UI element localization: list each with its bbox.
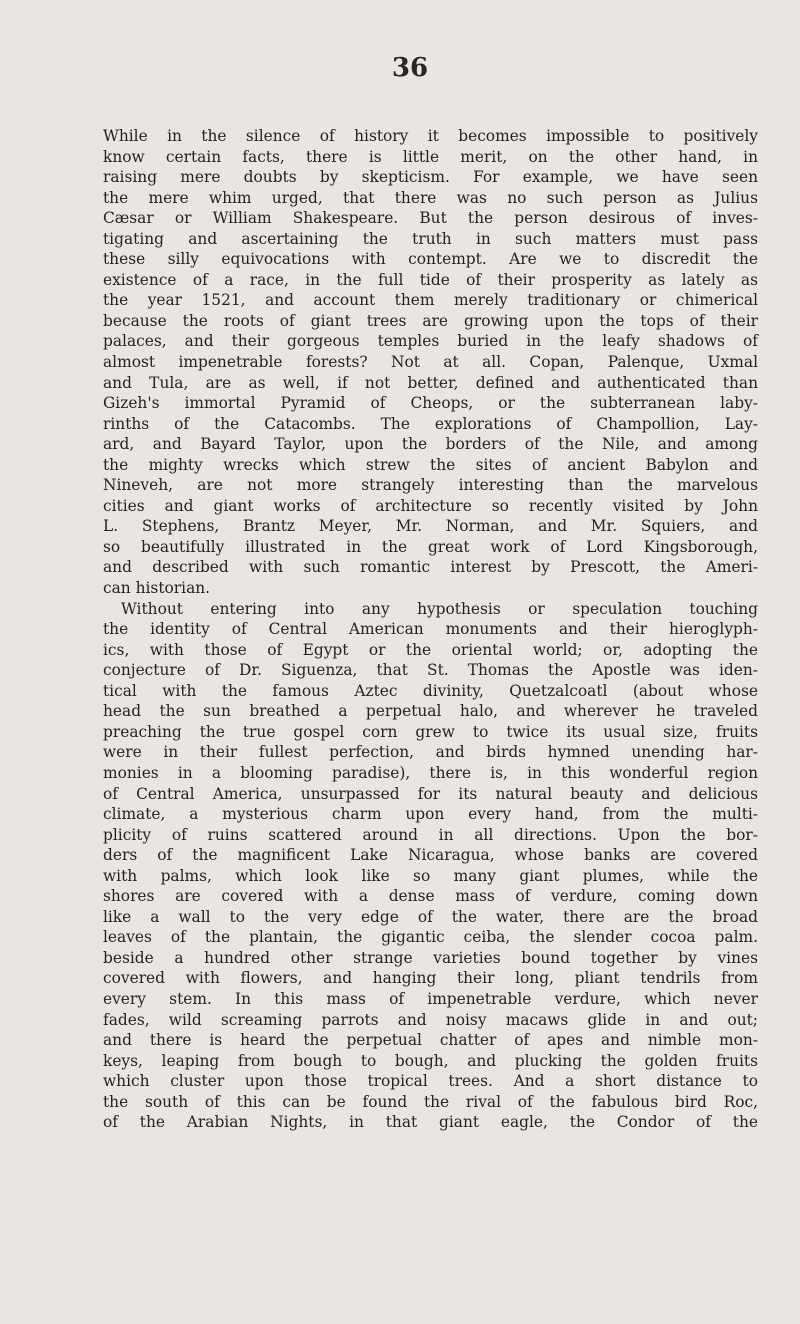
text-line: tical with the famous Aztec divinity, Quetzalcoatl (about whose	[103, 681, 758, 700]
text-line: like a wall to the very edge of the water, there are the broad	[103, 907, 758, 926]
text-line: the year 1521, and account them merely traditionary or chimerical	[103, 291, 758, 310]
text-line: L. Stephens, Brantz Meyer, Mr. Norman, and Mr. Squiers, and	[103, 517, 758, 536]
text-line: leaves of the plantain, the gigantic ceiba, the slender cocoa palm.	[103, 928, 758, 947]
text-line: conjecture of Dr. Siguenza, that St. Thomas the Apostle was iden-	[103, 661, 758, 680]
text-line: head the sun breathed a perpetual halo, and wherever he traveled	[103, 702, 758, 721]
text-line: these silly equivocations with contempt. Are we to discredit the	[103, 250, 758, 269]
text-line: rinths of the Catacombs. The explorations of Champollion, Lay-	[103, 414, 758, 433]
text-line: climate, a mysterious charm upon every hand, from the multi-	[103, 805, 758, 824]
text-line: ics, with those of Egypt or the oriental world; or, adopting the	[103, 640, 758, 659]
text-line: so beautifully illustrated in the great work of Lord Kingsborough,	[103, 537, 758, 556]
text-line: Nineveh, are not more strangely interesting than the marvelous	[103, 476, 758, 495]
text-line: covered with flowers, and hanging their long, pliant tendrils from	[103, 969, 758, 988]
text-line: and Tula, are as well, if not better, defined and authenticated than	[103, 373, 758, 392]
text-line: every stem. In this mass of impenetrable verdure, which never	[103, 989, 758, 1008]
text-line: because the roots of giant trees are growing upon the tops of their	[103, 311, 758, 330]
text-line: palaces, and their gorgeous temples buried in the leafy shadows of	[103, 332, 758, 351]
text-line: plicity of ruins scattered around in all directions. Upon the bor-	[103, 825, 758, 844]
text-line: raising mere doubts by skepticism. For example, we have seen	[103, 168, 758, 187]
text-line: beside a hundred other strange varieties bound together by vines	[103, 948, 758, 967]
text-line: of Central America, unsurpassed for its natural beauty and delicious	[103, 784, 758, 803]
text-line: preaching the true gospel corn grew to twice its usual size, fruits	[103, 722, 758, 741]
text-line: the south of this can be found the rival of the fabulous bird Roc,	[103, 1092, 758, 1111]
text-line: Without entering into any hypothesis or speculation touching	[121, 599, 758, 618]
text-line: monies in a blooming paradise), there is, in this wonderful region	[103, 763, 758, 782]
text-line: with palms, which look like so many giant plumes, while the	[103, 866, 758, 885]
text-line: keys, leaping from bough to bough, and plucking the golden fruits	[103, 1051, 758, 1070]
text-line: and there is heard the perpetual chatter of apes and nimble mon-	[103, 1031, 758, 1050]
text-line: While in the silence of history it becomes impossible to positively	[103, 127, 758, 145]
text-line: ard, and Bayard Taylor, upon the borders of the Nile, and among	[103, 435, 758, 454]
text-line: ders of the magnificent Lake Nicaragua, whose banks are covered	[103, 846, 758, 865]
text-line: shores are covered with a dense mass of verdure, coming down	[103, 887, 758, 906]
body-text	[103, 126, 758, 1133]
text-line: Cæsar or William Shakespeare. But the person desirous of inves-	[103, 209, 758, 228]
text-line: almost impenetrable forests? Not at all. Copan, Palenque, Uxmal	[103, 353, 758, 372]
text-line: which cluster upon those tropical trees. And a short distance to	[103, 1072, 758, 1091]
text-line: fades, wild screaming parrots and noisy macaws glide in and out;	[103, 1010, 758, 1029]
text-line: know certain facts, there is little merit, on the other hand, in	[103, 147, 758, 166]
text-line: were in their fullest perfection, and birds hymned unending har-	[103, 743, 758, 762]
text-line: the mere whim urged, that there was no such person as Julius	[103, 188, 758, 207]
text-line: and described with such romantic interest by Prescott, the Ameri-	[103, 558, 758, 577]
text-line: the mighty wrecks which strew the sites of ancient Babylon and	[103, 455, 758, 474]
text-line: cities and giant works of architecture so recently visited by John	[103, 496, 758, 515]
text-line: the identity of Central American monuments and their hieroglyph-	[103, 620, 758, 639]
text-line: of the Arabian Nights, in that giant eagle, the Condor of the	[103, 1113, 758, 1132]
text-line: existence of a race, in the full tide of their prosperity as lately as	[103, 270, 758, 289]
text-line: Gizeh's immortal Pyramid of Cheops, or the subterranean laby-	[103, 394, 758, 413]
page-number: 36	[391, 53, 429, 83]
text-line: tigating and ascertaining the truth in such matters must pass	[103, 229, 758, 248]
text-line: can historian.	[103, 579, 211, 598]
